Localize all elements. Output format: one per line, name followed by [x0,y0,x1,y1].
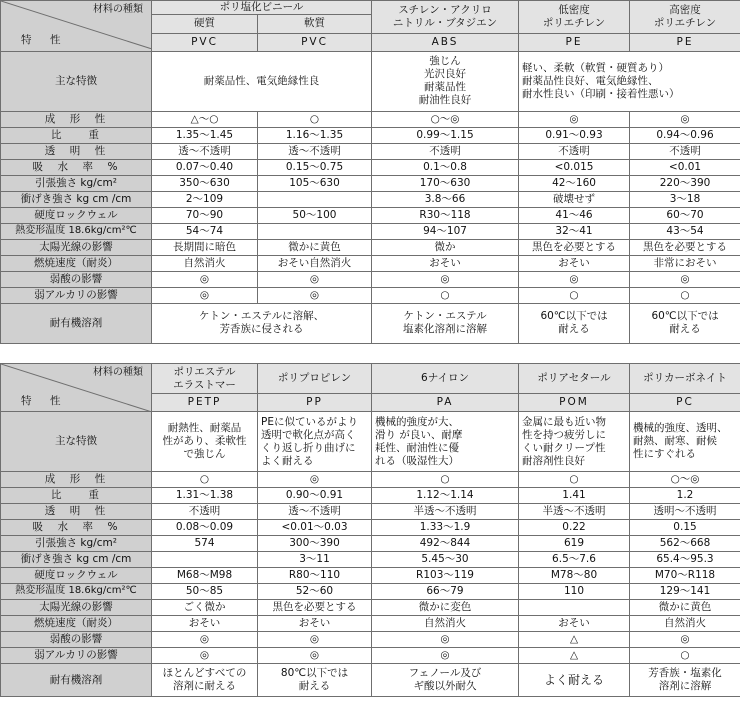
cell: M78～80 [519,568,630,584]
cell: 透～不透明 [258,504,372,520]
row-specific-gravity [1,127,740,143]
row-moldability [1,472,740,488]
cell: ○ [519,287,630,303]
material-type-label: 材料の種類 [93,4,143,15]
cell [519,600,630,616]
cell: 32～41 [519,223,630,239]
cell: 1.2 [630,488,740,504]
table-gap [0,353,740,363]
cell: 619 [519,536,630,552]
row-tensile-strength [1,175,740,191]
cell: 5.45～30 [372,552,519,568]
row-label: 引張強さ kg/cm² [1,175,152,191]
code-petp: PETP [152,394,258,412]
cell: おそい [519,616,630,632]
row-label: 透 明 性 [1,143,152,159]
cell: 220～390 [630,175,740,191]
col-header-abs: スチレン・アクリロ ニトリル・ブタジエン [372,1,519,34]
cell: フェノール及び ギ酸以外耐久 [372,664,519,697]
cell: 1.33～1.9 [372,520,519,536]
cell: 自然消火 [630,616,740,632]
cell: 不透明 [372,143,519,159]
cell: <0.015 [519,159,630,175]
cell: ◎ [152,271,258,287]
cell: 300～390 [258,536,372,552]
cell [258,191,372,207]
code-abs: ABS [372,33,519,51]
material-type-label: 材料の種類 [93,367,143,378]
row-heat-deflection [1,223,740,239]
col-header-rigid-pvc: 硬質 [152,14,258,33]
row-label: 耐有機溶剤 [1,303,152,343]
cell: 3.8～66 [372,191,519,207]
cell-pc-features: 機械的強度、透明、 耐熱、耐寒、耐候 性にすぐれる [630,412,740,472]
properties-table-2 [0,363,740,697]
cell: 41～46 [519,207,630,223]
cell: 1.31～1.38 [152,488,258,504]
cell-petp-features: 耐熱性、耐薬品 性があり、柔軟性 で強じん [152,412,258,472]
cell: 60℃以下では 耐える [519,303,630,343]
cell: 6.5～7.6 [519,552,630,568]
code-hdpe: PE [630,33,740,51]
cell [258,223,372,239]
cell: 1.12～1.14 [372,488,519,504]
cell: <0.01 [630,159,740,175]
code-pp: PP [258,394,372,412]
row-label-main-features: 主な特徴 [1,51,152,111]
cell: ◎ [372,648,519,664]
row-sunlight [1,239,740,255]
cell: △～○ [152,111,258,127]
cell: 微かに黄色 [258,239,372,255]
cell: 60～70 [630,207,740,223]
code-pom: POM [519,394,630,412]
cell: 70～90 [152,207,258,223]
row-label: 成 形 性 [1,111,152,127]
cell: 60℃以下では 耐える [630,303,740,343]
cell: ◎ [372,632,519,648]
code-ldpe: PE [519,33,630,51]
cell: 0.91～0.93 [519,127,630,143]
row-label: 弱アルカリの影響 [1,287,152,303]
cell: R80～110 [258,568,372,584]
cell: ○ [630,287,740,303]
cell: ○～◎ [372,111,519,127]
row-label: 硬度ロックウェル [1,568,152,584]
cell: 0.15～0.75 [258,159,372,175]
cell: おそい [258,616,372,632]
properties-table-1 [0,0,740,344]
cell: 80℃以下では 耐える [258,664,372,697]
cell: ○～◎ [630,472,740,488]
cell: 0.99～1.15 [372,127,519,143]
cell: 3～18 [630,191,740,207]
row-solvent [1,664,740,697]
cell: 562～668 [630,536,740,552]
cell: 半透～不透明 [519,504,630,520]
cell: ◎ [258,287,372,303]
cell: 110 [519,584,630,600]
cell-pom-features: 金属に最も近い物 性を持つ疲労しに くい耐クリープ性 耐溶剤性良好 [519,412,630,472]
col-header-pc: ポリカーボネイト [630,364,740,394]
cell: 50～100 [258,207,372,223]
cell: ◎ [258,472,372,488]
cell: 43～54 [630,223,740,239]
cell: R30～118 [372,207,519,223]
row-label: 弱アルカリの影響 [1,648,152,664]
cell: 自然消火 [372,616,519,632]
cell: ○ [372,472,519,488]
cell: ◎ [630,632,740,648]
cell: おそい [519,255,630,271]
row-specific-gravity [1,488,740,504]
cell-pvc-features: 耐薬品性、電気絶縁性良 [152,51,372,111]
cell: 0.94～0.96 [630,127,740,143]
row-transparency [1,504,740,520]
row-label-main-features: 主な特徴 [1,412,152,472]
cell: △ [519,632,630,648]
cell-abs-features: 強じん 光沢良好 耐薬品性 耐油性良好 [372,51,519,111]
row-rockwell-hardness [1,568,740,584]
row-label: 比 重 [1,127,152,143]
cell: M68～M98 [152,568,258,584]
row-impact-strength [1,191,740,207]
col-header-soft-pvc: 軟質 [258,14,372,33]
header-corner [1,1,152,52]
row-label: 成 形 性 [1,472,152,488]
cell: 不透明 [630,143,740,159]
cell: 微か [372,239,519,255]
row-label: 燃焼速度（耐炎） [1,255,152,271]
col-header-ldpe: 低密度 ポリエチレン [519,1,630,34]
code-soft-pvc: PVC [258,33,372,51]
row-label: 吸 水 率 % [1,159,152,175]
cell: ◎ [630,111,740,127]
cell: ほとんどすべての 溶剤に耐える [152,664,258,697]
cell: ◎ [519,111,630,127]
row-weak-alkali [1,648,740,664]
row-water-absorption [1,159,740,175]
cell-pa-features: 機械的強度が大、 滑り が良い、耐摩 耗性、耐油性に優 れる（吸湿性大） [372,412,519,472]
cell: ○ [258,111,372,127]
cell: 94～107 [372,223,519,239]
cell: 半透～不透明 [372,504,519,520]
cell: 105～630 [258,175,372,191]
cell: 1.16～1.35 [258,127,372,143]
cell: M70～R118 [630,568,740,584]
row-label: 透 明 性 [1,504,152,520]
cell: 自然消火 [152,255,258,271]
row-heat-deflection [1,584,740,600]
cell-pe-features: 軽い、柔軟（軟質・硬質あり） 耐薬品性良好、電気絶縁性、 耐水性良い（印刷・接着性悪い） [519,51,740,111]
cell: ○ [630,648,740,664]
cell: おそい自然消火 [258,255,372,271]
cell: ◎ [152,632,258,648]
cell: 492～844 [372,536,519,552]
col-header-pom: ポリアセタール [519,364,630,394]
cell: 1.41 [519,488,630,504]
cell: 0.15 [630,520,740,536]
cell: 透明～不透明 [630,504,740,520]
cell: ◎ [630,271,740,287]
row-label: 熱変形温度 18.6kg/cm²℃ [1,584,152,600]
cell: 129～141 [630,584,740,600]
cell: ◎ [258,632,372,648]
cell: 破壊せず [519,191,630,207]
cell-pp-features: PEに似ているがより 透明で軟化点が高く くり返し折り曲げに よく耐える [258,412,372,472]
cell: ◎ [152,648,258,664]
group-header-pvc: ポリ塩化ビニール [152,1,372,15]
cell: ケトン・エステルに溶解、 芳香族に侵される [152,303,372,343]
tokusei-label: 特 性 [21,394,65,407]
row-flammability [1,255,740,271]
cell: 透～不透明 [152,143,258,159]
cell: 52～60 [258,584,372,600]
cell: 非常におそい [630,255,740,271]
cell: 透～不透明 [258,143,372,159]
cell: <0.01～0.03 [258,520,372,536]
cell: ◎ [258,648,372,664]
col-header-pa: 6ナイロン [372,364,519,394]
cell: 芳香族・塩素化 溶剤に溶解 [630,664,740,697]
row-label: 太陽光線の影響 [1,239,152,255]
row-water-absorption [1,520,740,536]
row-tensile-strength [1,536,740,552]
row-label: 太陽光線の影響 [1,600,152,616]
cell: 黒色を必要とする [258,600,372,616]
row-label: 熱変形温度 18.6kg/cm²℃ [1,223,152,239]
cell: 350～630 [152,175,258,191]
cell: よく耐える [519,664,630,697]
row-label: 弱酸の影響 [1,632,152,648]
row-label: 耐有機溶剤 [1,664,152,697]
cell: ◎ [519,271,630,287]
row-flammability [1,616,740,632]
row-solvent [1,303,740,343]
row-sunlight [1,600,740,616]
cell: 長期間に暗色 [152,239,258,255]
tokusei-label: 特 性 [21,34,65,46]
cell: 微かに変色 [372,600,519,616]
row-rockwell-hardness [1,207,740,223]
cell: 1.35～1.45 [152,127,258,143]
cell: 574 [152,536,258,552]
row-label: 衝げき強さ kg cm /cm [1,552,152,568]
row-weak-alkali [1,287,740,303]
row-label: 硬度ロックウェル [1,207,152,223]
row-weak-acid [1,271,740,287]
row-transparency [1,143,740,159]
cell: ◎ [152,287,258,303]
col-header-hdpe: 高密度 ポリエチレン [630,1,740,34]
cell: 2～109 [152,191,258,207]
row-label: 弱酸の影響 [1,271,152,287]
cell: 0.90～0.91 [258,488,372,504]
cell: 不透明 [519,143,630,159]
row-label: 吸 水 率 % [1,520,152,536]
cell: 65.4～95.3 [630,552,740,568]
cell: 170～630 [372,175,519,191]
cell: おそい [152,616,258,632]
cell: 54～74 [152,223,258,239]
cell: ◎ [258,271,372,287]
cell: 0.22 [519,520,630,536]
cell [152,552,258,568]
cell: ○ [372,287,519,303]
col-header-petp: ポリエステル エラストマー [152,364,258,394]
cell: 不透明 [152,504,258,520]
cell: ごく微か [152,600,258,616]
row-weak-acid [1,632,740,648]
cell: ○ [519,472,630,488]
cell: 黒色を必要とする [519,239,630,255]
col-header-pp: ポリプロピレン [258,364,372,394]
header-corner [1,364,152,412]
cell: 50～85 [152,584,258,600]
row-moldability [1,111,740,127]
row-impact-strength [1,552,740,568]
cell: R103～119 [372,568,519,584]
cell: おそい [372,255,519,271]
row-label: 燃焼速度（耐炎） [1,616,152,632]
cell: 微かに黄色 [630,600,740,616]
code-rigid-pvc: PVC [152,33,258,51]
cell: 42～160 [519,175,630,191]
cell: 3～11 [258,552,372,568]
cell: ケトン・エステル 塩素化溶剤に溶解 [372,303,519,343]
cell: 0.1～0.8 [372,159,519,175]
row-label: 比 重 [1,488,152,504]
cell: 0.07～0.40 [152,159,258,175]
cell: 黒色を必要とする [630,239,740,255]
cell: 0.08～0.09 [152,520,258,536]
row-label: 引張強さ kg/cm² [1,536,152,552]
cell: △ [519,648,630,664]
row-label: 衝げき強さ kg cm /cm [1,191,152,207]
code-pc: PC [630,394,740,412]
cell: ◎ [372,271,519,287]
cell: ○ [152,472,258,488]
cell: 66～79 [372,584,519,600]
code-pa: PA [372,394,519,412]
